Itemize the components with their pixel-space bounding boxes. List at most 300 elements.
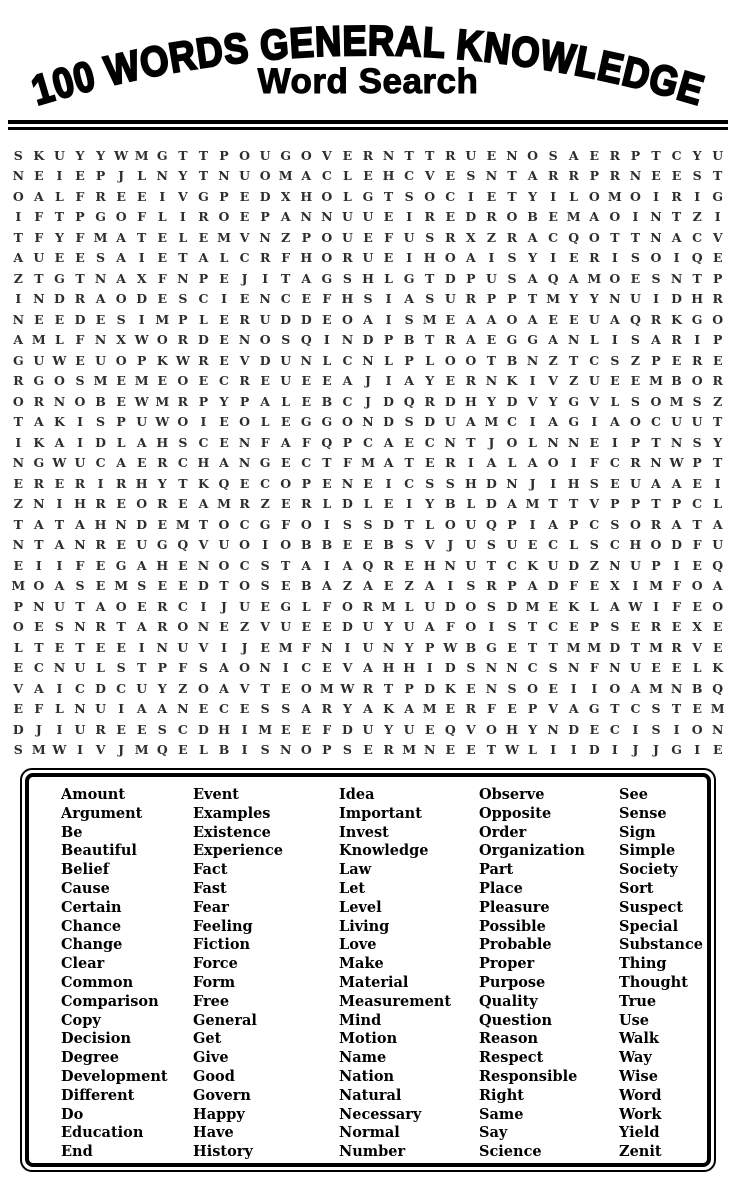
grid-letter: S: [630, 250, 640, 266]
grid-letter: A: [651, 332, 661, 348]
grid-letter: I: [56, 680, 63, 696]
grid-letter: H: [382, 660, 395, 676]
word-list-item: Way: [619, 1049, 652, 1067]
grid-letter: C: [404, 168, 415, 184]
grid-letter: I: [632, 721, 639, 737]
grid-letter: E: [322, 373, 332, 389]
grid-letter: E: [157, 291, 168, 307]
grid-letter: E: [363, 229, 373, 245]
grid-letter: E: [178, 578, 188, 594]
grid-letter: E: [383, 578, 394, 594]
word-list-column: [619, 786, 707, 1162]
grid-letter: A: [54, 537, 65, 553]
grid-letter: G: [362, 188, 374, 204]
grid-letter: G: [115, 557, 127, 573]
grid-letter: A: [322, 578, 332, 594]
grid-letter: L: [157, 209, 167, 225]
grid-letter: I: [323, 516, 330, 532]
grid-letter: U: [33, 352, 45, 368]
grid-letter: O: [218, 557, 230, 573]
grid-letter: F: [589, 455, 599, 471]
grid-letter: E: [34, 619, 44, 635]
grid-letter: T: [34, 537, 44, 553]
grid-letter: O: [547, 455, 559, 471]
word-list-item: Wise: [619, 1067, 658, 1085]
grid-letter: M: [258, 721, 273, 737]
grid-letter: N: [670, 270, 683, 286]
grid-letter: I: [529, 373, 536, 389]
grid-letter: P: [260, 209, 270, 225]
grid-letter: N: [650, 209, 662, 225]
grid-letter: P: [178, 311, 188, 327]
grid-letter: E: [34, 168, 44, 184]
grid-letter: I: [673, 557, 680, 573]
grid-letter: P: [137, 352, 147, 368]
grid-letter: E: [486, 147, 497, 163]
grid-letter: E: [589, 578, 600, 594]
word-list-item: True: [619, 992, 657, 1010]
grid-letter: M: [525, 598, 540, 614]
grid-letter: J: [118, 742, 125, 758]
grid-letter: N: [238, 455, 251, 471]
grid-letter: U: [362, 721, 374, 737]
grid-letter: D: [95, 434, 106, 450]
grid-letter: I: [488, 619, 495, 635]
grid-letter: I: [56, 496, 63, 512]
grid-letter: M: [649, 639, 663, 655]
grid-letter: N: [670, 434, 683, 450]
grid-letter: A: [34, 414, 44, 430]
grid-letter: M: [484, 414, 499, 430]
grid-letter: U: [136, 414, 148, 430]
grid-letter: I: [714, 475, 721, 491]
grid-letter: E: [219, 414, 229, 430]
grid-letter: E: [301, 291, 312, 307]
grid-letter: D: [300, 311, 312, 327]
grid-letter: U: [403, 721, 415, 737]
grid-letter: T: [527, 291, 538, 307]
grid-letter: A: [466, 250, 476, 266]
grid-letter: T: [507, 188, 517, 204]
grid-letter: A: [527, 578, 538, 594]
word-list-item: Level: [339, 898, 382, 916]
grid-letter: B: [300, 578, 312, 594]
grid-letter: C: [198, 434, 209, 450]
grid-letter: L: [528, 742, 537, 758]
grid-letter: Z: [260, 496, 270, 512]
grid-letter: O: [506, 311, 518, 327]
grid-letter: W: [52, 352, 67, 368]
grid-letter: G: [95, 209, 106, 225]
grid-letter: O: [259, 332, 271, 348]
grid-letter: C: [589, 516, 600, 532]
grid-letter: L: [384, 352, 393, 368]
grid-letter: E: [692, 557, 702, 573]
grid-letter: G: [33, 373, 45, 389]
grid-letter: U: [465, 537, 477, 553]
page-subtitle: Word Search: [257, 62, 479, 101]
grid-letter: T: [610, 701, 620, 717]
grid-letter: E: [466, 680, 476, 696]
grid-letter: U: [362, 209, 374, 225]
grid-letter: P: [507, 291, 517, 307]
grid-letter: I: [200, 598, 207, 614]
grid-letter: F: [75, 332, 85, 348]
grid-letter: T: [425, 332, 435, 348]
grid-letter: T: [548, 496, 558, 512]
grid-letter: M: [155, 311, 170, 327]
grid-letter: E: [712, 250, 723, 266]
grid-letter: R: [157, 455, 168, 471]
grid-letter: R: [609, 147, 621, 163]
grid-letter: A: [219, 455, 229, 471]
grid-letter: Y: [384, 619, 394, 635]
grid-letter: F: [157, 270, 167, 286]
grid-letter: Y: [157, 475, 167, 491]
grid-letter: P: [589, 619, 599, 635]
grid-letter: E: [157, 516, 168, 532]
grid-letter: S: [610, 516, 620, 532]
grid-letter: N: [547, 434, 559, 450]
grid-letter: E: [363, 537, 373, 553]
grid-letter: N: [444, 557, 456, 573]
grid-letter: F: [672, 578, 681, 594]
grid-letter: A: [404, 701, 414, 717]
grid-letter: V: [178, 188, 188, 204]
grid-letter: P: [466, 270, 476, 286]
word-list-box: [20, 768, 716, 1172]
grid-letter: U: [74, 660, 86, 676]
grid-letter: E: [671, 660, 682, 676]
grid-letter: R: [33, 475, 45, 491]
grid-letter: Y: [528, 721, 538, 737]
grid-letter: W: [155, 414, 170, 430]
grid-letter: D: [383, 393, 394, 409]
grid-letter: O: [280, 475, 292, 491]
grid-letter: A: [116, 455, 126, 471]
word-list-item: Simple: [619, 842, 676, 860]
grid-letter: T: [527, 619, 538, 635]
grid-letter: L: [55, 188, 64, 204]
grid-letter: I: [673, 250, 680, 266]
grid-letter: S: [404, 311, 414, 327]
word-list-item: Number: [339, 1143, 406, 1161]
grid-letter: A: [363, 660, 373, 676]
grid-letter: N: [197, 557, 210, 573]
grid-letter: N: [485, 660, 498, 676]
grid-letter: I: [673, 721, 680, 737]
grid-letter: P: [507, 516, 517, 532]
grid-letter: A: [630, 680, 641, 696]
grid-letter: U: [403, 619, 415, 635]
grid-letter: G: [259, 516, 271, 532]
grid-letter: T: [198, 147, 209, 163]
grid-letter: I: [467, 188, 474, 204]
grid-letter: R: [239, 373, 250, 389]
grid-letter: R: [609, 168, 621, 184]
grid-letter: O: [609, 209, 621, 225]
grid-letter: N: [33, 291, 45, 307]
grid-letter: O: [74, 393, 86, 409]
grid-letter: D: [342, 496, 353, 512]
grid-letter: A: [548, 332, 558, 348]
grid-letter: U: [712, 537, 724, 553]
grid-letter: L: [55, 332, 64, 348]
grid-letter: O: [485, 721, 497, 737]
grid-letter: E: [280, 721, 291, 737]
grid-letter: E: [383, 250, 394, 266]
grid-letter: E: [75, 168, 85, 184]
header-divider: [8, 120, 728, 132]
grid-letter: J: [118, 168, 125, 184]
word-list-item: Argument: [61, 804, 143, 822]
grid-letter: J: [632, 742, 639, 758]
grid-letter: F: [281, 516, 291, 532]
grid-letter: I: [118, 701, 125, 717]
grid-letter: N: [74, 701, 86, 717]
grid-letter: O: [156, 332, 168, 348]
grid-letter: O: [629, 188, 641, 204]
grid-letter: N: [53, 660, 66, 676]
grid-letter: S: [404, 537, 414, 553]
grid-letter: M: [217, 496, 231, 512]
grid-letter: K: [712, 660, 724, 676]
grid-letter: M: [114, 578, 129, 594]
grid-letter: N: [300, 209, 312, 225]
grid-letter: E: [239, 209, 250, 225]
grid-letter: O: [629, 516, 641, 532]
grid-letter: G: [691, 311, 703, 327]
grid-letter: U: [629, 557, 641, 573]
grid-letter: O: [259, 168, 271, 184]
grid-letter: I: [632, 578, 639, 594]
grid-letter: N: [12, 168, 24, 184]
grid-letter: E: [54, 311, 65, 327]
grid-letter: T: [713, 414, 723, 430]
grid-letter: E: [116, 721, 126, 737]
grid-letter: A: [157, 701, 168, 717]
grid-letter: P: [692, 455, 702, 471]
grid-letter: Y: [157, 680, 167, 696]
grid-letter: Q: [444, 721, 456, 737]
grid-letter: V: [424, 168, 435, 184]
grid-letter: J: [488, 434, 495, 450]
word-list-item: Clear: [61, 955, 105, 973]
grid-letter: V: [239, 352, 250, 368]
grid-letter: I: [138, 311, 145, 327]
grid-letter: A: [342, 373, 353, 389]
grid-letter: D: [259, 188, 271, 204]
grid-letter: E: [13, 660, 24, 676]
grid-letter: I: [56, 168, 63, 184]
word-list-item: Suspect: [619, 898, 684, 916]
word-list-item: Govern: [193, 1086, 251, 1104]
grid-letter: F: [260, 434, 270, 450]
grid-letter: V: [260, 619, 270, 635]
grid-letter: A: [219, 660, 229, 676]
grid-letter: I: [179, 209, 186, 225]
grid-letter: P: [198, 393, 209, 409]
grid-letter: G: [259, 455, 271, 471]
grid-letter: R: [95, 496, 106, 512]
grid-letter: T: [404, 455, 414, 471]
grid-letter: L: [610, 393, 620, 409]
grid-letter: E: [424, 455, 435, 471]
grid-letter: A: [610, 311, 620, 327]
word-list-item: Good: [193, 1067, 235, 1085]
grid-letter: D: [444, 393, 456, 409]
divider-line-top: [8, 120, 728, 124]
grid-letter: O: [300, 147, 312, 163]
grid-letter: W: [134, 393, 149, 409]
grid-letter: T: [692, 516, 702, 532]
grid-letter: G: [198, 188, 209, 204]
grid-letter: O: [650, 393, 662, 409]
grid-letter: G: [671, 742, 682, 758]
grid-letter: U: [95, 352, 107, 368]
grid-letter: A: [383, 434, 394, 450]
grid-letter: I: [221, 639, 227, 655]
grid-letter: C: [609, 455, 620, 471]
grid-letter: C: [177, 721, 188, 737]
grid-letter: C: [445, 188, 456, 204]
grid-letter: E: [239, 188, 250, 204]
grid-letter: A: [610, 414, 620, 430]
grid-letter: O: [115, 209, 127, 225]
grid-letter: M: [649, 578, 663, 594]
grid-letter: O: [12, 619, 24, 635]
word-list-item: Amount: [61, 786, 126, 803]
grid-letter: S: [486, 537, 496, 553]
grid-letter: E: [116, 188, 126, 204]
grid-letter: A: [301, 270, 312, 286]
grid-letter: O: [341, 311, 353, 327]
grid-letter: I: [550, 742, 557, 758]
word-list-column: [61, 786, 193, 1162]
grid-letter: P: [239, 393, 250, 409]
grid-letter: O: [300, 680, 312, 696]
grid-letter: K: [527, 557, 538, 573]
word-list-item: Get: [193, 1030, 222, 1048]
grid-letter: C: [404, 475, 415, 491]
grid-letter: T: [178, 250, 188, 266]
grid-letter: X: [116, 332, 126, 348]
grid-letter: P: [713, 332, 723, 348]
grid-letter: K: [33, 434, 45, 450]
word-list-column: [193, 786, 339, 1162]
grid-letter: R: [362, 680, 374, 696]
grid-letter: Y: [569, 291, 579, 307]
grid-letter: H: [423, 250, 436, 266]
grid-letter: Y: [713, 434, 723, 450]
word-list-item: Probable: [479, 936, 552, 954]
grid-letter: N: [12, 455, 24, 471]
grid-letter: D: [12, 721, 24, 737]
grid-letter: W: [175, 352, 190, 368]
grid-letter: L: [589, 332, 599, 348]
grid-letter: S: [692, 434, 702, 450]
grid-letter: E: [507, 639, 517, 655]
grid-letter: D: [198, 578, 209, 594]
grid-letter: N: [94, 270, 107, 286]
grid-letter: Q: [485, 516, 497, 532]
grid-letter: D: [136, 291, 148, 307]
grid-letter: M: [525, 496, 540, 512]
grid-letter: Y: [548, 393, 558, 409]
grid-letter: E: [54, 250, 65, 266]
grid-letter: I: [385, 291, 392, 307]
grid-letter: A: [219, 680, 229, 696]
grid-letter: A: [116, 270, 126, 286]
grid-letter: R: [424, 209, 435, 225]
grid-letter: O: [12, 188, 24, 204]
grid-letter: U: [53, 147, 65, 163]
grid-letter: E: [568, 619, 579, 635]
grid-letter: I: [426, 660, 433, 676]
grid-letter: O: [177, 619, 189, 635]
grid-letter: E: [671, 168, 682, 184]
grid-letter: N: [115, 516, 127, 532]
grid-letter: B: [691, 680, 703, 696]
grid-letter: Y: [528, 188, 538, 204]
grid-letter: E: [13, 475, 24, 491]
grid-letter: H: [567, 475, 580, 491]
grid-letter: M: [422, 701, 437, 717]
grid-letter: U: [712, 147, 724, 163]
grid-letter: L: [322, 352, 332, 368]
grid-letter: R: [383, 742, 394, 758]
grid-letter: L: [199, 311, 208, 327]
grid-letter: H: [464, 475, 477, 491]
grid-letter: T: [651, 434, 661, 450]
grid-letter: T: [383, 680, 394, 696]
grid-letter: R: [362, 598, 374, 614]
grid-letter: I: [467, 455, 474, 471]
grid-letter: I: [241, 721, 248, 737]
grid-letter: U: [588, 311, 600, 327]
grid-letter: U: [506, 537, 518, 553]
grid-letter: B: [403, 332, 415, 348]
word-list-item: Work: [619, 1105, 662, 1123]
grid-letter: H: [197, 455, 210, 471]
grid-letter: S: [116, 660, 126, 676]
grid-letter: R: [424, 393, 435, 409]
grid-letter: R: [671, 639, 682, 655]
grid-letter: L: [425, 516, 435, 532]
grid-letter: S: [445, 475, 455, 491]
grid-letter: R: [74, 475, 86, 491]
grid-letter: N: [259, 291, 271, 307]
word-list-item: Measurement: [339, 992, 452, 1010]
grid-letter: N: [485, 373, 498, 389]
grid-letter: B: [527, 209, 538, 225]
grid-letter: D: [671, 291, 682, 307]
grid-letter: Y: [692, 147, 702, 163]
word-list-item: Sense: [619, 804, 667, 822]
grid-letter: G: [568, 393, 580, 409]
word-list-item: Reason: [479, 1030, 539, 1048]
grid-letter: C: [198, 291, 209, 307]
grid-letter: B: [300, 537, 312, 553]
grid-letter: I: [15, 434, 22, 450]
grid-letter: S: [54, 619, 64, 635]
grid-letter: C: [342, 393, 353, 409]
grid-letter: A: [95, 598, 106, 614]
grid-letter: C: [548, 537, 559, 553]
grid-letter: T: [527, 639, 538, 655]
word-list-item: Material: [339, 973, 409, 991]
grid-letter: A: [568, 147, 579, 163]
